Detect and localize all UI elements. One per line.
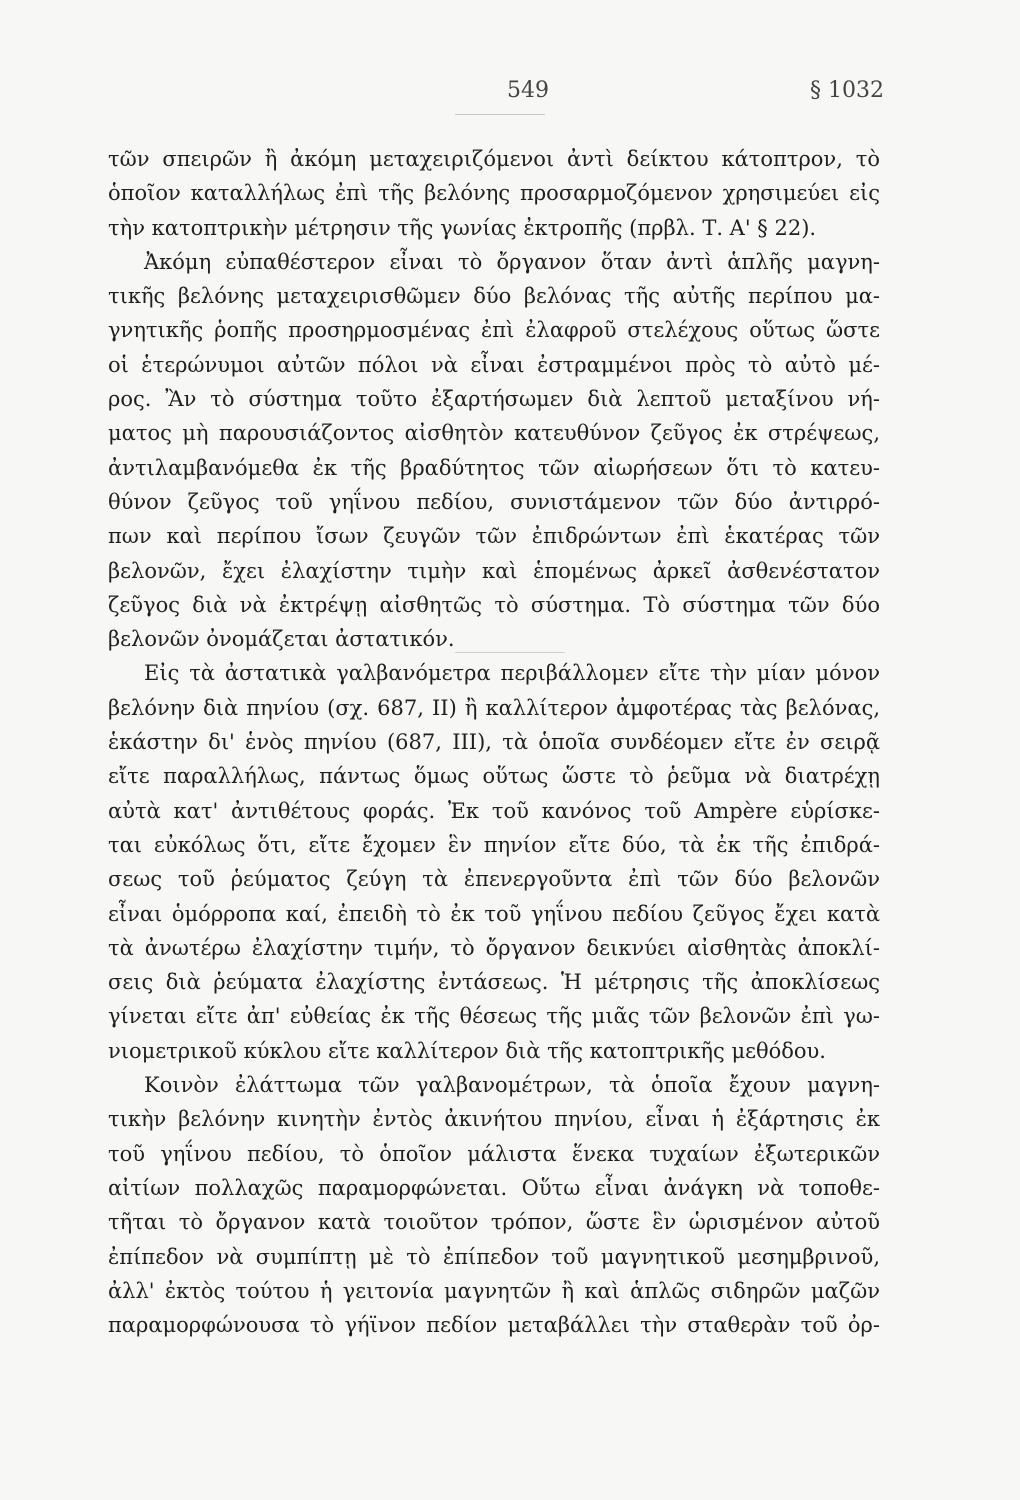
text-line: αὐτὰ κατ' ἀντιθέτους φοράς. Ἐκ τοῦ κανόνος τοῦ Ampère εὑρίσκε- bbox=[108, 798, 880, 823]
text-line: ται εὐκόλως ὅτι, εἴτε ἔχομεν ἓν πηνίον εἴτε δύο, τὰ ἐκ τῆς ἐπιδρά- bbox=[108, 832, 880, 857]
text-line: τικὴν βελόνην κινητὴν ἐντὸς ἀκινήτου πηνίου, εἶναι ἡ ἐξάρτησις ἐκ bbox=[108, 1107, 880, 1132]
page-number: 549 bbox=[507, 78, 549, 103]
text-line: παραμορφώνουσα τὸ γήϊνον πεδίον μεταβάλλει τὴν σταθερὰν τοῦ ὀρ- bbox=[108, 1313, 880, 1338]
text-line: τῆται τὸ ὄργανον κατὰ τοιοῦτον τρόπον, ὥστε ἓν ὡρισμένον αὐτοῦ bbox=[108, 1210, 880, 1235]
text-line: ἀντιλαμβανόμεθα ἐκ τῆς βραδύτητος τῶν αἰωρήσεων ὅτι τὸ κατευ- bbox=[108, 455, 880, 480]
text-line: γίνεται εἴτε ἀπ' εὐθείας ἐκ τῆς θέσεως τῆς μιᾶς τῶν βελονῶν ἐπὶ γω- bbox=[108, 1004, 880, 1029]
text-line: ἀλλ' ἐκτὸς τούτου ἡ γειτονία μαγνητῶν ἢ καὶ ἁπλῶς σιδηρῶν μαζῶν bbox=[108, 1278, 880, 1303]
text-line: οἱ ἑτερώνυμοι αὐτῶν πόλοι νὰ εἶναι ἐστραμμένοι πρὸς τὸ αὐτὸ μέ- bbox=[108, 352, 880, 377]
text-line: εἶναι ὁμόρροπα καί, ἐπειδὴ τὸ ἐκ τοῦ γηΐνου πεδίου ζεῦγος ἔχει κατὰ bbox=[108, 901, 880, 926]
text-line: ἑκάστην δι' ἑνὸς πηνίου (687, III), τὰ ὁποῖα συνδέομεν εἴτε ἐν σειρᾷ bbox=[108, 730, 880, 755]
body-text bbox=[108, 142, 880, 1342]
text-line: βελόνην διὰ πηνίου (σχ. 687, II) ἢ καλλίτερον ἀμφοτέρας τὰς βελόνας, bbox=[108, 695, 880, 720]
text-line: τικῆς βελόνης μεταχειρισθῶμεν δύο βελόνας τῆς αὐτῆς περίπου μα- bbox=[108, 284, 880, 309]
text-line: σεως τοῦ ῥεύματος ζεύγη τὰ ἐπενεργοῦντα ἐπὶ τῶν δύο βελονῶν bbox=[108, 867, 880, 892]
text-line: Κοινὸν ἐλάττωμα τῶν γαλβανομέτρων, τὰ ὁποῖα ἔχουν μαγνη- bbox=[144, 1073, 880, 1098]
text-line: ρος. Ἂν τὸ σύστημα τοῦτο ἐξαρτήσωμεν διὰ λεπτοῦ μεταξίνου νή- bbox=[108, 387, 880, 412]
section-number: § 1032 bbox=[810, 78, 884, 103]
text-line: ματος μὴ παρουσιάζοντος αἰσθητὸν κατευθύνον ζεῦγος ἐκ στρέψεως, bbox=[108, 421, 880, 446]
text-line: Ἀκόμη εὐπαθέστερον εἶναι τὸ ὄργανον ὅταν ἀντὶ ἁπλῆς μαγνη- bbox=[144, 249, 880, 274]
text-line: πων καὶ περίπου ἴσων ζευγῶν τῶν ἐπιδρώντων ἐπὶ ἑκατέρας τῶν bbox=[108, 524, 880, 549]
text-line: βελονῶν, ἔχει ἐλαχίστην τιμὴν καὶ ἑπομένως ἀρκεῖ ἀσθενέστατον bbox=[108, 558, 880, 583]
text-line: τὰ ἀνωτέρω ἐλαχίστην τιμήν, τὸ ὄργανον δεικνύει αἰσθητὰς ἀποκλί- bbox=[108, 935, 880, 960]
text-line: αἰτίων πολλαχῶς παραμορφώνεται. Οὕτω εἶναι ἀνάγκη νὰ τοποθε- bbox=[108, 1175, 880, 1200]
text-line: τοῦ γηΐνου πεδίου, τὸ ὁποῖον μάλιστα ἕνεκα τυχαίων ἐξωτερικῶν bbox=[108, 1141, 880, 1166]
text-line: ἐπίπεδον νὰ συμπίπτῃ μὲ τὸ ἐπίπεδον τοῦ μαγνητικοῦ μεσημβρινοῦ, bbox=[108, 1244, 880, 1269]
text-line: ζεῦγος διὰ νὰ ἐκτρέψῃ αἰσθητῶς τὸ σύστημα. Τὸ σύστημα τῶν δύο bbox=[108, 592, 880, 617]
text-line: εἴτε παραλλήλως, πάντως ὅμως οὕτως ὥστε τὸ ῥεῦμα νὰ διατρέχῃ bbox=[108, 764, 880, 789]
running-head bbox=[0, 78, 1020, 118]
text-line: ὁποῖον καταλλήλως ἐπὶ τῆς βελόνης προσαρμοζόμενον χρησιμεύει εἰς bbox=[108, 181, 880, 206]
header-rule bbox=[455, 114, 545, 115]
text-line: θύνον ζεῦγος τοῦ γηΐνου πεδίου, συνιστάμενον τῶν δύο ἀντιρρό- bbox=[108, 489, 880, 514]
text-line: νιομετρικοῦ κύκλου εἴτε καλλίτερον διὰ τῆς κατοπτρικῆς μεθόδου. bbox=[108, 1038, 826, 1063]
text-line: γνητικῆς ῥοπῆς προσηρμοσμένας ἐπὶ ἐλαφροῦ στελέχους οὕτως ὥστε bbox=[108, 318, 880, 343]
text-line: σεις διὰ ῥεύματα ἐλαχίστης ἐντάσεως. Ἡ μέτρησις τῆς ἀποκλίσεως bbox=[108, 970, 880, 995]
text-line: βελονῶν ὀνομάζεται ἀστατικόν. bbox=[108, 627, 455, 652]
text-line: τὴν κατοπτρικὴν μέτρησιν τῆς γωνίας ἐκτροπῆς (πρβλ. Τ. Α' § 22). bbox=[108, 215, 817, 240]
text-line: τῶν σπειρῶν ἢ ἀκόμη μεταχειριζόμενοι ἀντὶ δείκτου κάτοπτρον, τὸ bbox=[108, 147, 880, 171]
text-line: Εἰς τὰ ἀστατικὰ γαλβανόμετρα περιβάλλομεν εἴτε τὴν μίαν μόνον bbox=[144, 661, 880, 686]
faint-rule bbox=[455, 652, 565, 653]
